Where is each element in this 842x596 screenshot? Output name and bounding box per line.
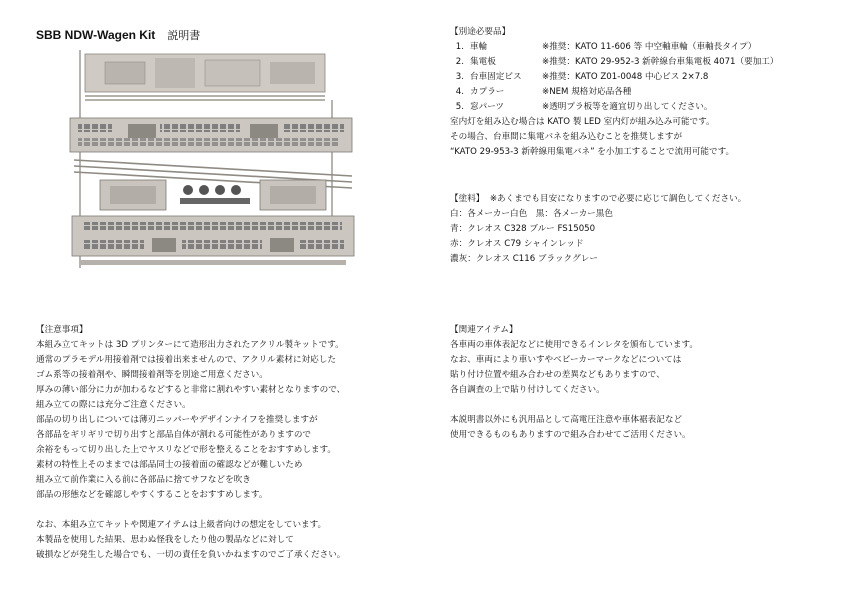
- caution-line: 部品の形態などを確認しやすくすることをおすすめします。: [36, 490, 268, 500]
- title-main: SBB NDW-Wagen Kit: [36, 28, 156, 42]
- related-line: 各車両の車体表記などに使用できるインレタを頒布しています。: [450, 340, 698, 350]
- disclaimer-line: 本製品を使用した結果、思わぬ怪我をしたり他の製品などに対して: [36, 535, 294, 545]
- required-item-desc: ※推奨：KATO Z01-0048 中心ビス 2×7.8: [542, 72, 709, 82]
- caution-line: 厚みの薄い部分に力が加わるなどすると非常に割れやすい素材となりますので、: [36, 385, 346, 395]
- required-item: [450, 86, 631, 98]
- required-note: “KATO 29-953-3 新幹線用集電バネ” を小加工することで流用可能です。: [450, 147, 735, 157]
- required-item-desc: ※推奨：KATO 11-606 等 中空軸車輪（車軸長タイプ）: [542, 42, 757, 52]
- caution-line: 素材の特性上そのままでは部品同士の接着面の確認などが難しいため: [36, 460, 303, 470]
- underframe-part: [85, 54, 325, 100]
- required-note: その場合、台車間に集電バネを組み込むことを推奨しますが: [450, 132, 683, 142]
- required-item-desc: ※NEM 規格対応品各種: [542, 87, 632, 97]
- paint-line: 赤：クレオス C79 シャインレッド: [450, 239, 584, 249]
- required-item: [450, 71, 708, 83]
- caution-line: 各部品をギリギリで切り出すと部品自体が割れる可能性がありますので: [36, 430, 312, 440]
- disclaimer-line: 破損などが発生した場合でも、一切の責任を負いかねますのでご了承ください。: [36, 550, 346, 560]
- required-item: [450, 41, 756, 53]
- disclaimer-line: なお、本組み立てキットや関連アイテムは上級者向けの想定をしています。: [36, 520, 327, 530]
- required-item: [450, 56, 778, 68]
- paint-line: 青：クレオス C328 ブルー FS15050: [450, 224, 596, 234]
- title-sub: 説明書: [167, 29, 201, 42]
- required-item-name: カプラー: [470, 87, 505, 97]
- caution-line: 余裕をもって切り出した上でヤスリなどで形を整えることをおすすめします。: [36, 445, 337, 455]
- caution-line: 通常のプラモデル用接着剤では接着出来ませんので、アクリル素材に対応した: [36, 355, 336, 365]
- body-side-part-2: [72, 216, 354, 256]
- related-line: 貼り付け位置や組み合わせの差異などもありますので、: [450, 370, 665, 380]
- caution-line: 本組み立てキットは 3D プリンターにて造形出力されたアクリル製キットです。: [36, 340, 344, 350]
- required-item-name: 台車固定ビス: [470, 72, 522, 82]
- caution-line: 組み立ての際には充分ご注意ください。: [36, 400, 191, 410]
- related-header: 【関連アイテム】: [450, 325, 518, 335]
- required-note: 室内灯を組み込む場合は KATO 製 LED 室内灯が組み込み可能です。: [450, 117, 715, 127]
- bogie-parts: [100, 180, 326, 210]
- body-side-part-1: [70, 118, 352, 152]
- required-item-num: 5.: [455, 102, 464, 112]
- required-item-num: 2.: [455, 57, 464, 67]
- caution-line: 組み立て前作業に入る前に各部品に捨てサフなどを吹き: [36, 475, 251, 485]
- required-item: [450, 101, 712, 113]
- required-item-name: 集電板: [470, 57, 496, 67]
- required-item-num: 1.: [455, 42, 464, 52]
- required-item-num: 4.: [455, 87, 464, 97]
- paint-line: 白：各メーカー白色 黒：各メーカー黒色: [450, 209, 613, 219]
- related-line: 各自調査の上で貼り付けしてください。: [450, 385, 605, 395]
- related-line: 使用できるものもありますので組み合わせてご活用ください。: [450, 430, 691, 440]
- parts-sprue-illustration: [60, 40, 360, 272]
- paint-header-note: ※あくまでも目安になりますので必要に応じて調色してください。: [489, 194, 747, 204]
- required-header: 【別途必要品】: [450, 27, 511, 37]
- related-line: なお、車両により車いすやベビーカーマークなどについては: [450, 355, 682, 365]
- caution-line: ゴム系等の接着剤や、瞬間接着剤等を別途ご用意ください。: [36, 370, 268, 380]
- required-item-desc: ※透明プラ板等を適宜切り出してください。: [542, 102, 713, 112]
- related-line: 本説明書以外にも汎用品として高電圧注意や車体裾表記など: [450, 415, 683, 425]
- paint-header-line: [450, 193, 746, 205]
- paint-header: 【塗料】: [450, 194, 485, 204]
- caution-line: 部品の切り出しについては薄刃ニッパーやデザインナイフを推奨しますが: [36, 415, 318, 425]
- paint-line: 濃灰：クレオス C116 ブラックグレー: [450, 254, 598, 264]
- required-item-desc: ※推奨：KATO 29-952-3 新幹線台車集電板 4071（要加工）: [542, 57, 779, 67]
- required-item-name: 車輪: [470, 42, 488, 52]
- required-item-name: 窓パーツ: [470, 102, 505, 112]
- cautions-header: 【注意事項】: [36, 325, 88, 335]
- required-item-num: 3.: [455, 72, 464, 82]
